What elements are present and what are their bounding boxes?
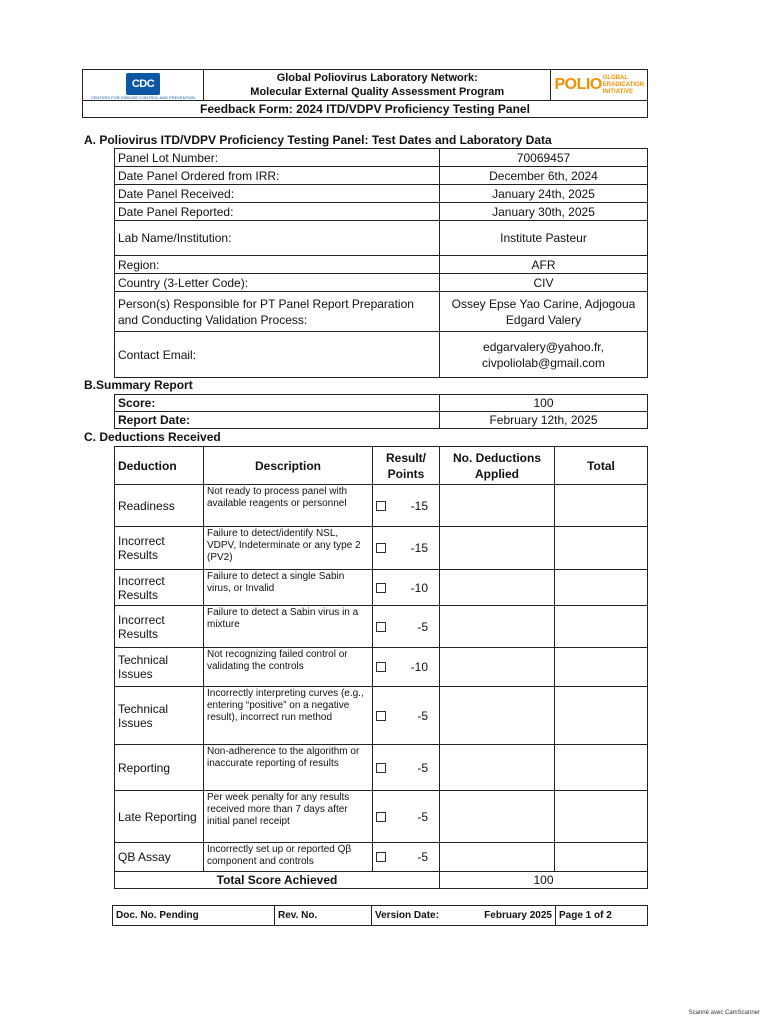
scanner-watermark: Scanné avec CamScanner [688,1010,760,1016]
deduction-name: Late Reporting [115,791,204,843]
deductions-applied-cell[interactable] [440,791,555,843]
polio-logo-line-2: ERADICATION [602,81,644,88]
col-description-header: Description [204,447,373,485]
deduction-description: Non-adherence to the algorithm or inaccurate reporting of results [204,745,373,791]
title-line-1: Global Poliovirus Laboratory Network: [276,72,478,84]
date-reported-value: January 30th, 2025 [440,203,648,221]
deductions-applied-cell[interactable] [440,843,555,872]
deductions-applied-cell[interactable] [440,687,555,745]
deduction-description: Failure to detect a Sabin virus in a mixture [204,606,373,648]
table-row [115,606,648,648]
deduction-description: Failure to detect/identify NSL, VDPV, Indeterminate or any type 2 (PV2) [204,527,373,570]
table-row [115,485,648,527]
deduction-description: Incorrectly set up or reported Qβ component and controls [204,843,373,872]
form-title: Feedback Form: 2024 ITD/VDPV Proficiency Testing Panel [83,101,648,118]
section-a-heading: A. Poliovirus ITD/VDPV Proficiency Testing Panel: Test Dates and Laboratory Data [84,133,552,147]
table-row [115,527,648,570]
total-cell[interactable] [555,648,648,687]
revision-number: Rev. No. [275,906,372,926]
polio-logo-line-1: GLOBAL [602,74,629,81]
table-row [115,843,648,872]
report-date-label: Report Date: [115,412,440,429]
responsible-value: Ossey Epse Yao Carine, Adjogoua Edgard Valery [440,292,648,332]
result-checkbox[interactable] [376,852,386,862]
deductions-applied-cell[interactable] [440,570,555,606]
deduction-name: Technical Issues [115,687,204,745]
deduction-name: Reporting [115,745,204,791]
deduction-points: -5 [417,708,428,723]
deduction-points: -15 [410,498,428,513]
table-row [115,791,648,843]
result-checkbox[interactable] [376,583,386,593]
polio-logo-line-3: INITIATIVE [602,88,633,95]
total-cell[interactable] [555,527,648,570]
version-date-value: February 2025 [473,906,556,926]
header-table [82,69,648,118]
deductions-table [114,446,648,889]
total-score-label: Total Score Achieved [115,872,440,889]
section-a-table [114,148,648,378]
result-checkbox[interactable] [376,711,386,721]
date-received-label: Date Panel Received: [115,185,440,203]
result-checkbox[interactable] [376,812,386,822]
total-cell[interactable] [555,606,648,648]
date-ordered-label: Date Panel Ordered from IRR: [115,167,440,185]
responsible-label: Person(s) Responsible for PT Panel Report Preparation and Conducting Validation Process: [115,292,440,332]
date-reported-label: Date Panel Reported: [115,203,440,221]
col-total-header: Total [555,447,648,485]
doc-number: Doc. No. Pending [113,906,275,926]
score-value: 100 [440,395,648,412]
deductions-applied-cell[interactable] [440,648,555,687]
deduction-points: -10 [410,580,428,595]
deductions-applied-cell[interactable] [440,606,555,648]
polio-logo-text: POLIO [554,76,602,93]
section-b-heading: B.Summary Report [84,378,193,392]
total-cell[interactable] [555,791,648,843]
deduction-name: Incorrect Results [115,570,204,606]
deductions-applied-cell[interactable] [440,745,555,791]
title-line-2: Molecular External Quality Assessment Program [250,86,505,98]
region-value: AFR [440,256,648,274]
result-checkbox[interactable] [376,501,386,511]
country-value: CIV [440,274,648,292]
deduction-name: Readiness [115,485,204,527]
total-cell[interactable] [555,687,648,745]
col-result-header: Result/ Points [373,447,440,485]
table-row [115,648,648,687]
country-label: Country (3-Letter Code): [115,274,440,292]
contact-email-value: edgarvalery@yahoo.fr, civpoliolab@gmail.com [440,332,648,378]
deduction-points: -5 [417,760,428,775]
deduction-description: Incorrectly interpreting curves (e.g., entering “positive” on a negative result), incorrect run method [204,687,373,745]
cdc-logo-cell [83,70,204,101]
deduction-points: -5 [417,850,428,864]
lab-name-value: Institute Pasteur [440,221,648,256]
deductions-applied-cell[interactable] [440,527,555,570]
date-received-value: January 24th, 2025 [440,185,648,203]
panel-lot-value: 70069457 [440,149,648,167]
total-cell[interactable] [555,843,648,872]
result-checkbox[interactable] [376,763,386,773]
page-number: Page 1 of 2 [556,906,648,926]
panel-lot-label: Panel Lot Number: [115,149,440,167]
program-title [204,70,551,101]
cdc-logo: CDC [126,73,160,95]
version-date-label: Version Date: [372,906,474,926]
document-footer [112,905,648,926]
deduction-points: -15 [410,541,428,555]
polio-logo-cell [551,70,648,101]
lab-name-label: Lab Name/Institution: [115,221,440,256]
deduction-name: Incorrect Results [115,606,204,648]
deduction-description: Not ready to process panel with available reagents or personnel [204,485,373,527]
polio-logo [554,75,644,96]
result-checkbox[interactable] [376,543,386,553]
table-row [115,570,648,606]
deduction-description: Failure to detect a single Sabin virus, or Invalid [204,570,373,606]
deduction-points: -5 [417,809,428,824]
deductions-applied-cell[interactable] [440,485,555,527]
cdc-logo-subtitle: CENTERS FOR DISEASE CONTROL AND PREVENTION [90,95,196,100]
total-cell[interactable] [555,745,648,791]
result-checkbox[interactable] [376,662,386,672]
deduction-points: -10 [410,660,428,674]
deduction-description: Per week penalty for any results received more than 7 days after initial panel receipt [204,791,373,843]
section-b-table [114,394,648,429]
date-ordered-value: December 6th, 2024 [440,167,648,185]
total-cell[interactable] [555,485,648,527]
deduction-description: Not recognizing failed control or validating the controls [204,648,373,687]
deduction-name: Incorrect Results [115,527,204,570]
deduction-name: QB Assay [115,843,204,872]
score-label: Score: [115,395,440,412]
table-row [115,745,648,791]
total-score-value: 100 [440,872,648,889]
col-applied-header: No. Deductions Applied [440,447,555,485]
section-c-heading: C. Deductions Received [84,430,221,444]
table-row [115,687,648,745]
result-checkbox[interactable] [376,622,386,632]
total-cell[interactable] [555,570,648,606]
deduction-points: -5 [417,619,428,634]
col-deduction-header: Deduction [115,447,204,485]
deduction-name: Technical Issues [115,648,204,687]
report-date-value: February 12th, 2025 [440,412,648,429]
contact-email-label: Contact Email: [115,332,440,378]
region-label: Region: [115,256,440,274]
